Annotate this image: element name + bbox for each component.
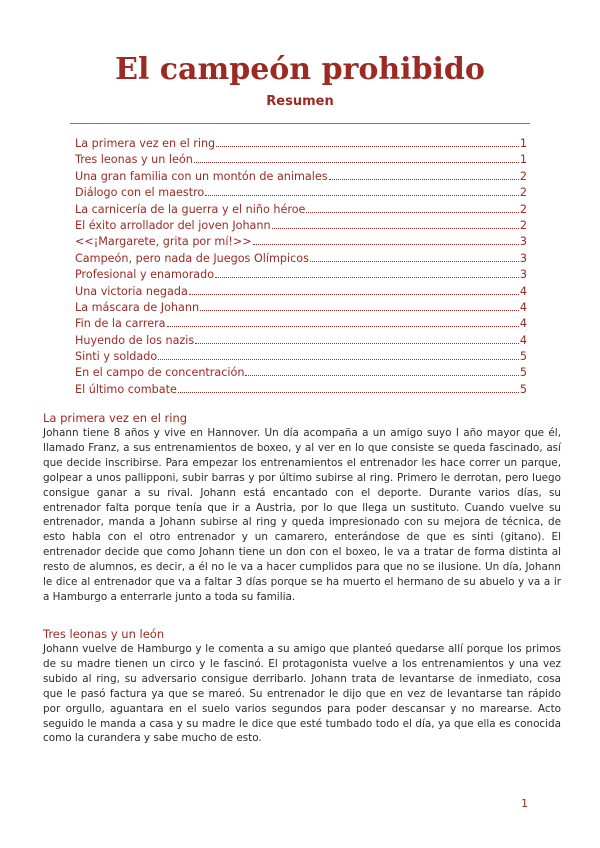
toc-entry-page: 2: [519, 202, 527, 216]
toc-entry-page: 2: [519, 186, 527, 200]
toc-leader: [200, 301, 519, 311]
toc-entry-page: 4: [519, 333, 527, 347]
toc-leader: [253, 235, 519, 245]
toc-entry-page: 1: [519, 153, 527, 167]
toc-entry[interactable]: [75, 235, 527, 251]
toc-entry[interactable]: [75, 268, 527, 284]
toc-leader: [195, 334, 519, 344]
toc-entry-label: Una gran familia con un montón de animales: [75, 169, 328, 183]
toc-entry-label: La máscara de Johann: [75, 300, 200, 314]
toc-entry-label: Una victoria negada: [75, 284, 188, 298]
toc-entry-label: <<¡Margarete, grita por mí!>>: [75, 235, 252, 249]
toc-entry-label: Huyendo de los nazis: [75, 333, 195, 347]
toc-leader: [216, 137, 519, 147]
summary-section: [43, 627, 561, 746]
toc-entry-label: En el campo de concentración: [75, 366, 245, 380]
document-title: El campeón prohibido: [115, 52, 485, 87]
toc-leader: [205, 186, 519, 196]
table-of-contents: [75, 137, 527, 399]
toc-entry[interactable]: [75, 252, 527, 268]
toc-entry[interactable]: [75, 317, 527, 333]
toc-leader: [329, 170, 519, 180]
toc-leader: [310, 252, 519, 262]
toc-entry-page: 4: [519, 317, 527, 331]
toc-entry-page: 2: [519, 218, 527, 232]
toc-entry-page: 4: [519, 300, 527, 314]
toc-entry-page: 3: [519, 235, 527, 249]
toc-entry[interactable]: [75, 170, 527, 186]
toc-entry-label: Campeón, pero nada de Juegos Olímpicos: [75, 251, 309, 265]
toc-entry-label: Diálogo con el maestro: [75, 186, 205, 200]
section-body: Johann vuelve de Hamburgo y le comenta a su amigo que planteó quedarse allí porque los primos de su madre tienen un circo y le fascinó. El protagonista vuelve a los entrenamientos y una vez subido al ring, su adversario consigue derribarlo. Johann trata de levantarse de inmediato, cosa que le pasó factura ya que se mareó. Su entrenador le dijo que en vez de levantarse tan rápido por orgullo, aguantara en el suelo varios segundos para poder descansar y no marearse. Acto seguido le manda a casa y su madre le dice que esté tumbado todo el día, ya que ella es conocida como la curandera y sabe mucho de esto.: [43, 643, 561, 745]
toc-entry-page: 4: [519, 284, 527, 298]
toc-leader: [189, 285, 519, 295]
toc-leader: [167, 317, 519, 327]
summary-section: [43, 411, 561, 605]
toc-leader: [194, 153, 519, 163]
toc-entry[interactable]: [75, 383, 527, 399]
toc-leader: [158, 350, 519, 360]
toc-entry-label: Fin de la carrera: [75, 317, 166, 331]
toc-leader: [215, 268, 519, 278]
toc-entry-page: 2: [519, 169, 527, 183]
toc-entry[interactable]: [75, 285, 527, 301]
toc-entry-page: 5: [519, 366, 527, 380]
document-subtitle: Resumen: [266, 94, 334, 109]
section-heading: La primera vez en el ring: [43, 411, 188, 425]
toc-entry-label: La primera vez en el ring: [75, 137, 216, 150]
toc-entry-page: 5: [519, 382, 527, 396]
page-number: 1: [521, 797, 528, 810]
toc-entry[interactable]: [75, 219, 527, 235]
toc-entry-label: La carnicería de la guerra y el niño héroe: [75, 202, 306, 216]
section-heading: Tres leonas y un león: [43, 627, 165, 641]
toc-entry[interactable]: [75, 350, 527, 366]
toc-entry-page: 1: [519, 137, 527, 150]
toc-entry[interactable]: [75, 203, 527, 219]
toc-entry[interactable]: [75, 334, 527, 350]
toc-entry-label: El éxito arrollador del joven Johann: [75, 218, 271, 232]
toc-entry-label: Tres leonas y un león: [75, 153, 193, 167]
toc-leader: [306, 203, 518, 213]
toc-entry-label: Profesional y enamorado: [75, 268, 215, 282]
toc-entry-page: 3: [519, 251, 527, 265]
toc-leader: [272, 219, 519, 229]
toc-entry-page: 3: [519, 268, 527, 282]
toc-entry[interactable]: [75, 301, 527, 317]
title-divider: [70, 123, 530, 124]
toc-leader: [178, 383, 519, 393]
toc-entry[interactable]: [75, 153, 527, 169]
toc-entry[interactable]: [75, 137, 527, 153]
toc-entry-label: El último combate: [75, 382, 177, 396]
toc-entry-label: Sinti y soldado: [75, 350, 158, 364]
toc-leader: [245, 366, 518, 376]
toc-entry[interactable]: [75, 366, 527, 382]
toc-entry[interactable]: [75, 186, 527, 202]
section-body: Johann tiene 8 años y vive en Hannover. Un día acompaña a un amigo suyo I año mayor que él, llamado Franz, a sus entrenamientos de boxeo, y al ver en lo que consiste se queda fascinado, así que decide inscribirse. Para empezar los entrenamientos el entrenador les hace correr un parque, golpear a unos pallipponi, subir barras y por último subirse al ring. Primero le derrotan, pero luego consigue ganar a su rival. Johann está encantado con el deporte. Durante varios días, su entrenador falta porque tenía que ir a Austria, por lo que llega un sustituto. Cuando vuelve su entrenador, manda a Johann subirse al ring y queda impresionado con su mejora de técnica, de esto habla con el otro entrenador y un camarero, enterándose de que es sinti (gitano). El entrenador decide que como Johann tiene un don con el boxeo, le va a tratar de forma distinta al resto de alumnos, es decir, a él no le va a hacer cumplidos para que no se ilusione. Un día, Johann le dice al entrenador que va a faltar 3 días porque se ha muerto el hermano de su abuelo y va a ir a Hamburgo a enterrarle junto a toda su familia.: [43, 427, 561, 603]
toc-entry-page: 5: [519, 350, 527, 364]
